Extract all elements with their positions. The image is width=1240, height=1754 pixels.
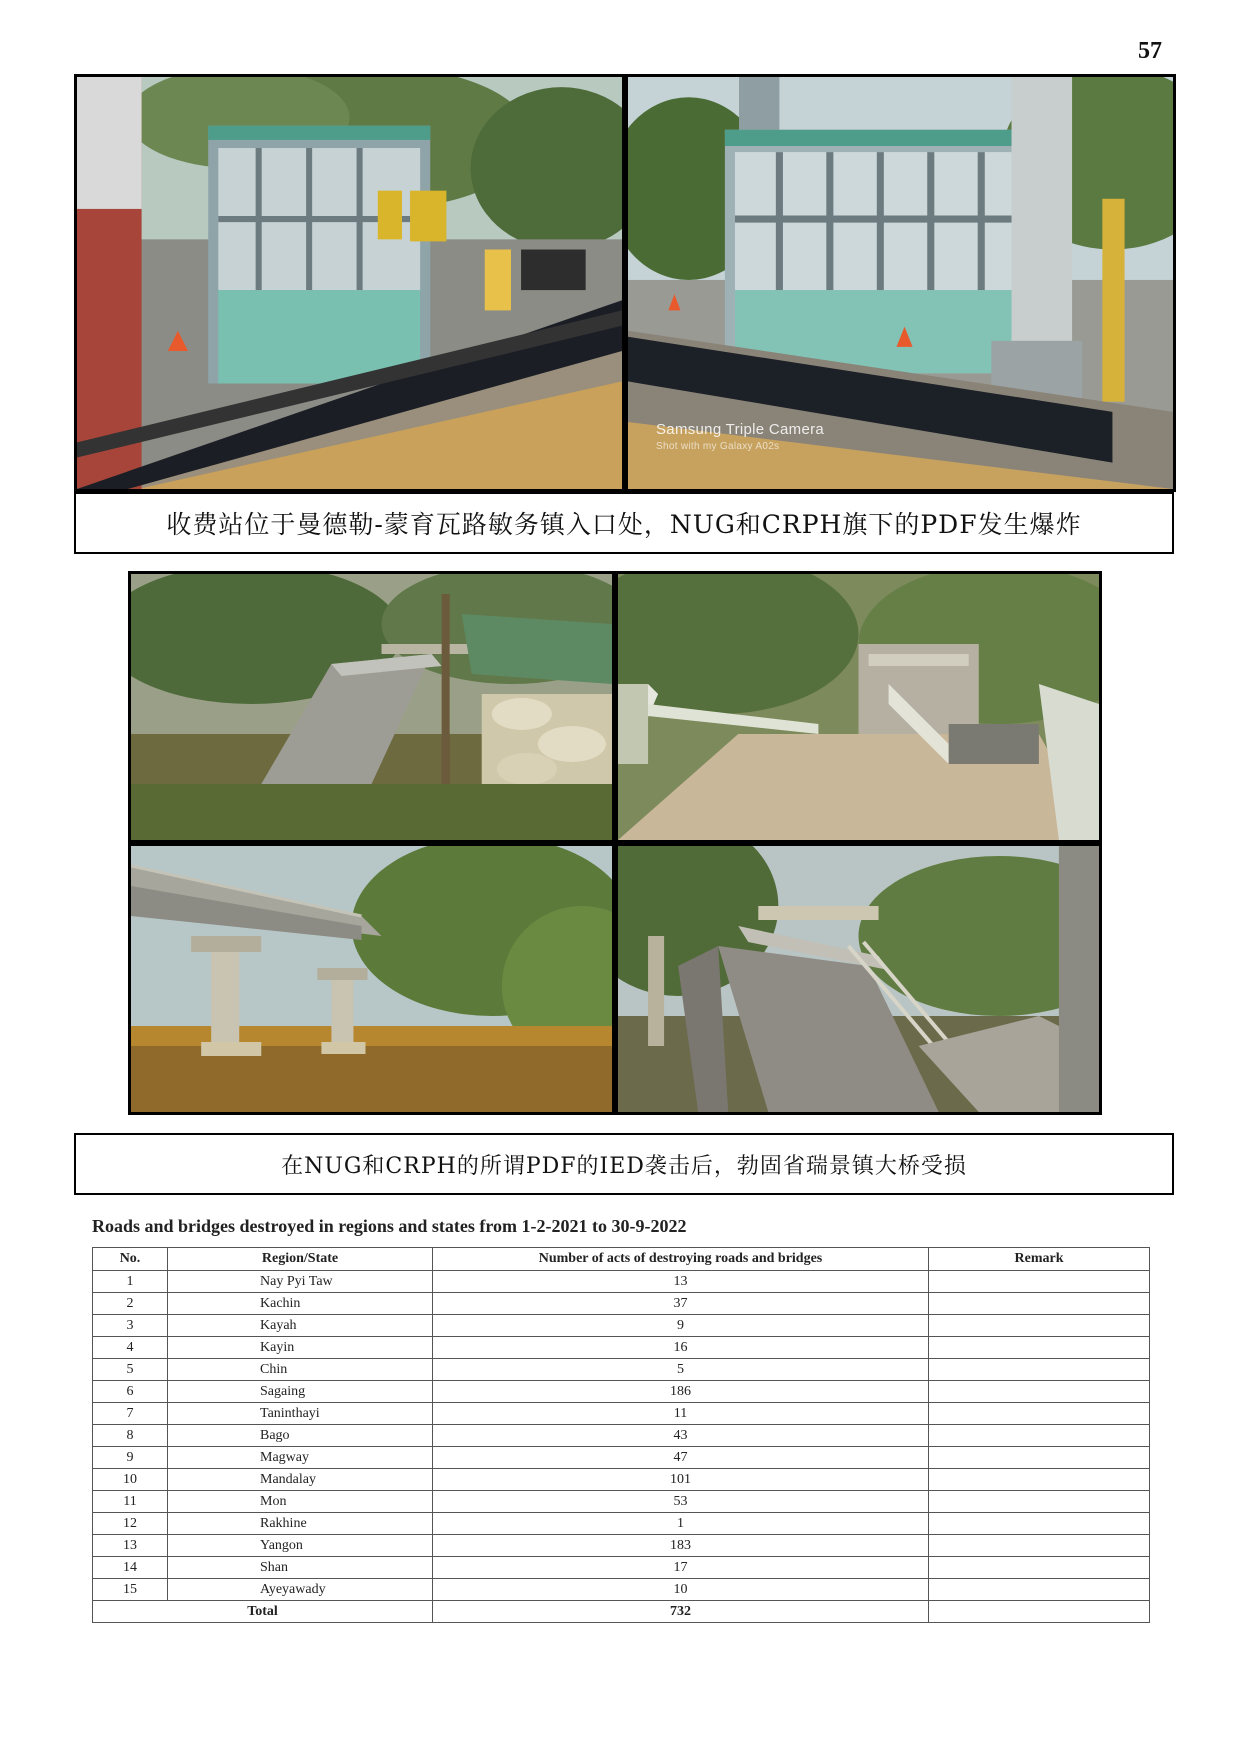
table-row xyxy=(93,1315,1150,1337)
cell-no: 14 xyxy=(93,1557,168,1579)
table-total-row xyxy=(93,1601,1150,1623)
toll-booth-photo-right xyxy=(628,77,1173,489)
table-row xyxy=(93,1447,1150,1469)
cell-no: 3 xyxy=(93,1315,168,1337)
cell-remark xyxy=(929,1491,1150,1513)
cell-count: 53 xyxy=(433,1491,929,1513)
cell-remark xyxy=(929,1381,1150,1403)
total-count: 732 xyxy=(433,1601,929,1623)
bridge-photo-2 xyxy=(618,574,1099,840)
cell-count: 186 xyxy=(433,1381,929,1403)
table-row xyxy=(93,1579,1150,1601)
toll-booth-photo-left xyxy=(77,77,622,489)
bridge-caption: 在NUG和CRPH的所谓PDF的IED袭击后，勃固省瑞景镇大桥受损 xyxy=(74,1133,1174,1195)
cell-remark xyxy=(929,1513,1150,1535)
cell-region: Shan xyxy=(168,1557,433,1579)
table-row xyxy=(93,1491,1150,1513)
cell-region: Bago xyxy=(168,1425,433,1447)
cell-region: Mon xyxy=(168,1491,433,1513)
cell-remark xyxy=(929,1579,1150,1601)
cell-remark xyxy=(929,1293,1150,1315)
table-row xyxy=(93,1337,1150,1359)
cell-remark xyxy=(929,1469,1150,1491)
cell-no: 11 xyxy=(93,1491,168,1513)
cell-remark xyxy=(929,1359,1150,1381)
cell-count: 13 xyxy=(433,1271,929,1293)
table-row xyxy=(93,1381,1150,1403)
watermark-device: Shot with my Galaxy A02s xyxy=(656,441,780,452)
cell-count: 16 xyxy=(433,1337,929,1359)
table-row xyxy=(93,1513,1150,1535)
cell-no: 12 xyxy=(93,1513,168,1535)
table-header-row xyxy=(93,1248,1150,1271)
cell-count: 47 xyxy=(433,1447,929,1469)
cell-no: 15 xyxy=(93,1579,168,1601)
cell-count: 17 xyxy=(433,1557,929,1579)
cell-region: Ayeyawady xyxy=(168,1579,433,1601)
cell-region: Mandalay xyxy=(168,1469,433,1491)
page-number: 57 xyxy=(1138,38,1162,64)
photo-watermark xyxy=(656,421,824,455)
cell-no: 10 xyxy=(93,1469,168,1491)
cell-remark xyxy=(929,1315,1150,1337)
table-title: Roads and bridges destroyed in regions and states from 1-2-2021 to 30-9-2022 xyxy=(92,1216,687,1236)
cell-no: 6 xyxy=(93,1381,168,1403)
cell-remark xyxy=(929,1337,1150,1359)
cell-region: Nay Pyi Taw xyxy=(168,1271,433,1293)
bridge-photo-4 xyxy=(618,846,1099,1112)
cell-region: Chin xyxy=(168,1359,433,1381)
header-number: Number of acts of destroying roads and bridges xyxy=(433,1248,929,1271)
total-remark xyxy=(929,1601,1150,1623)
cell-count: 37 xyxy=(433,1293,929,1315)
total-label: Total xyxy=(93,1601,433,1623)
cell-region: Kachin xyxy=(168,1293,433,1315)
cell-no: 4 xyxy=(93,1337,168,1359)
watermark-camera: Samsung Triple Camera xyxy=(656,421,825,438)
table-row xyxy=(93,1359,1150,1381)
cell-count: 183 xyxy=(433,1535,929,1557)
toll-booth-photos xyxy=(74,74,1176,492)
table-row xyxy=(93,1469,1150,1491)
bridge-photo-3 xyxy=(131,846,612,1112)
cell-remark xyxy=(929,1535,1150,1557)
cell-no: 5 xyxy=(93,1359,168,1381)
cell-count: 10 xyxy=(433,1579,929,1601)
cell-remark xyxy=(929,1447,1150,1469)
table-row xyxy=(93,1535,1150,1557)
cell-count: 9 xyxy=(433,1315,929,1337)
cell-count: 101 xyxy=(433,1469,929,1491)
cell-count: 1 xyxy=(433,1513,929,1535)
cell-region: Rakhine xyxy=(168,1513,433,1535)
cell-remark xyxy=(929,1425,1150,1447)
cell-count: 11 xyxy=(433,1403,929,1425)
bridge-photo-1 xyxy=(131,574,612,840)
table-row xyxy=(93,1557,1150,1579)
bridge-photos xyxy=(128,571,1102,1115)
cell-no: 8 xyxy=(93,1425,168,1447)
toll-booth-caption: 收费站位于曼德勒-蒙育瓦路敏务镇入口处，NUG和CRPH旗下的PDF发生爆炸 xyxy=(74,492,1174,554)
cell-remark xyxy=(929,1403,1150,1425)
header-no: No. xyxy=(93,1248,168,1271)
cell-region: Taninthayi xyxy=(168,1403,433,1425)
cell-region: Magway xyxy=(168,1447,433,1469)
cell-count: 43 xyxy=(433,1425,929,1447)
cell-no: 13 xyxy=(93,1535,168,1557)
cell-no: 2 xyxy=(93,1293,168,1315)
cell-region: Sagaing xyxy=(168,1381,433,1403)
table-row xyxy=(93,1271,1150,1293)
header-remark: Remark xyxy=(929,1248,1150,1271)
cell-count: 5 xyxy=(433,1359,929,1381)
cell-remark xyxy=(929,1557,1150,1579)
cell-region: Kayah xyxy=(168,1315,433,1337)
table-row xyxy=(93,1403,1150,1425)
cell-region: Yangon xyxy=(168,1535,433,1557)
header-region: Region/State xyxy=(168,1248,433,1271)
cell-no: 9 xyxy=(93,1447,168,1469)
destroyed-roads-table xyxy=(92,1247,1150,1623)
cell-no: 1 xyxy=(93,1271,168,1293)
table-row xyxy=(93,1425,1150,1447)
cell-remark xyxy=(929,1271,1150,1293)
table-row xyxy=(93,1293,1150,1315)
cell-region: Kayin xyxy=(168,1337,433,1359)
cell-no: 7 xyxy=(93,1403,168,1425)
